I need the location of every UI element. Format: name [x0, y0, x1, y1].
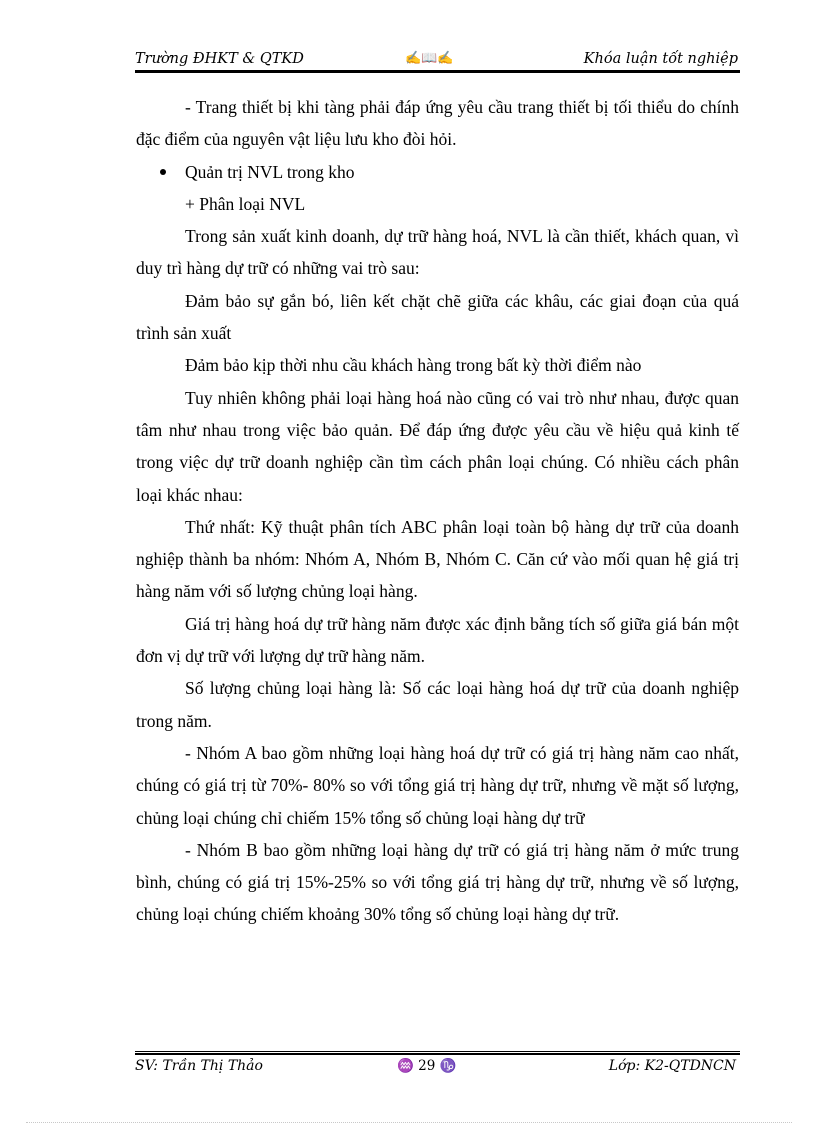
bullet-icon — [160, 169, 166, 175]
document-body — [136, 91, 739, 931]
paragraph-annual-value: Giá trị hàng hoá dự trữ hàng năm được xác định bằng tích số giữa giá bán một đơn vị dự trữ với lượng dự trữ hàng năm. — [136, 613, 739, 667]
header-document-type: Khóa luận tốt nghiệp — [583, 51, 738, 67]
paragraph-group-a: - Nhóm A bao gồm những loại hàng hoá dự trữ có giá trị hàng năm cao nhất, chúng có giá trị từ 70%- 80% so với tổng giá trị hàng dự trữ, nhưng về mặt số lượng, chủng loại chúng chỉ chiếm 15% tổng số chủng loại hàng dự trữ — [136, 742, 739, 828]
footer-student-name: SV: Trần Thị Thảo — [135, 1058, 263, 1074]
paragraph-role-customer-needs: Đảm bảo kịp thời nhu cầu khách hàng trong bất kỳ thời điểm nào — [185, 355, 642, 376]
header-book-ornament-icon: ✍📖✍ — [405, 51, 454, 66]
paragraph-item-count: Số lượng chủng loại hàng là: Số các loại hàng hoá dự trữ của doanh nghiệp trong năm. — [136, 678, 739, 731]
page-number-value: 29 — [418, 1058, 436, 1074]
footer-divider — [135, 1051, 740, 1055]
footer-page-number — [397, 1056, 456, 1076]
page-header — [135, 49, 740, 69]
header-divider — [135, 70, 740, 73]
paragraph-abc-analysis: Thứ nhất: Kỹ thuật phân tích ABC phân loại toàn bộ hàng dự trữ của doanh nghiệp thành ba nhóm: Nhóm A, Nhóm B, Nhóm C. Căn cứ vào mối quan hệ giá trị hàng năm với số lượng chủng loại hàng. — [136, 516, 739, 602]
capricorn-ornament-icon: ♑ — [439, 1058, 457, 1074]
paragraph-role-linkage: Đảm bảo sự gắn bó, liên kết chặt chẽ giữa các khâu, các giai đoạn của quá trình sản xuất — [136, 290, 739, 344]
header-school-name: Trường ĐHKT & QTKD — [135, 51, 304, 67]
bullet-label: Quản trị NVL trong kho — [185, 161, 355, 182]
page-footer — [135, 1056, 740, 1076]
footer-class-code: Lớp: K2-QTDNCN — [608, 1058, 736, 1074]
subheading-classification: + Phân loại NVL — [185, 193, 306, 214]
paragraph-classification-need: Tuy nhiên không phải loại hàng hoá nào cũng có vai trò như nhau, được quan tâm như nhau trong việc bảo quản. Để đáp ứng được yêu cầu về hiệu quả kinh tế trong việc dự trữ doanh nghiệp cần tìm cách phân loại chúng. Có nhiều cách phân loại khác nhau: — [136, 387, 739, 505]
paragraph-inventory-roles: Trong sản xuất kinh doanh, dự trữ hàng hoá, NVL là cần thiết, khách quan, vì duy trì hàng dự trữ có những vai trò sau: — [136, 226, 739, 279]
paragraph-group-b: - Nhóm B bao gồm những loại hàng dự trữ có giá trị hàng năm ở mức trung bình, chúng có giá trị 15%-25% so với tổng giá trị hàng dự trữ, nhưng về số lượng, chủng loại chúng chiếm khoảng 30% tổng số chủng loại hàng dự trữ. — [136, 839, 739, 925]
bullet-item-inventory-management — [136, 156, 739, 188]
paragraph-equipment-requirement: - Trang thiết bị khi tàng phải đáp ứng yêu cầu trang thiết bị tối thiểu do chính đặc điểm của nguyên vật liệu lưu kho đòi hỏi. — [136, 97, 739, 150]
aquarius-ornament-icon: ♒ — [397, 1058, 414, 1074]
